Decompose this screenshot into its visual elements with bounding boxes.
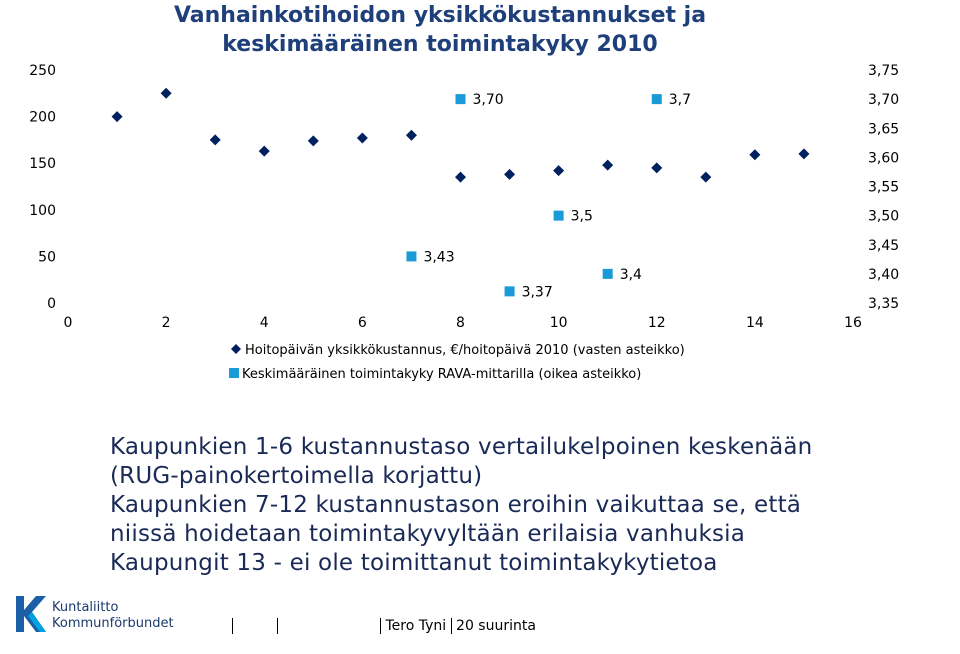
data-label: 3,43 [423,249,455,266]
x-tick-label: 0 [63,315,73,331]
diamond-point [602,160,613,171]
left-tick-label: 150 [29,156,56,173]
left-tick-label: 50 [38,249,56,266]
diamond-point [749,149,760,160]
x-tick-label: 10 [549,315,568,331]
series-functional-ability [406,92,691,300]
diamond-point [357,133,368,144]
x-tick-label: 4 [259,315,269,331]
notes [110,433,940,578]
legend [229,343,685,382]
left-tick-label: 100 [29,202,56,219]
square-point [554,211,564,221]
footer-separator [232,618,233,634]
x-tick-label: 6 [357,315,367,331]
footer-separator [380,618,381,634]
logo-line-2: Kommunförbundet [52,616,174,631]
right-tick-label: 3,75 [868,63,900,79]
diamond-point [504,169,515,180]
note-line: niissä hoidetaan toimintakyvyltään erilaisia vanhuksia [110,521,746,547]
diamond-point [308,135,319,146]
x-tick-label: 2 [161,315,171,331]
footer-separator [277,618,278,634]
x-tick-label: 14 [745,315,764,331]
right-tick-label: 3,40 [868,266,900,283]
x-tick-label: 12 [647,315,666,331]
logo-text [52,600,174,632]
x-axis-ticks [64,315,862,331]
right-tick-label: 3,70 [868,92,900,109]
x-tick-label: 8 [456,315,465,331]
right-tick-label: 3,45 [868,237,900,254]
chart-title-line-1: Vanhainkotihoidon yksikkökustannukset ja [173,3,707,28]
diamond-point [259,146,270,157]
note-line: Kaupungit 13 - ei ole toimittanut toimintakykytietoa [110,550,718,576]
legend-series-1: Hoitopäivän yksikkökustannus, €/hoitopäivä 2010 (vasten asteikko) [245,343,685,358]
square-point [652,94,662,104]
right-tick-label: 3,50 [868,208,900,225]
diamond-point [700,172,711,183]
note-line: Kaupunkien 1-6 kustannustaso vertailukelpoinen keskenään [110,434,813,460]
left-axis-ticks [29,63,56,312]
right-tick-label: 3,60 [868,150,900,167]
left-tick-label: 0 [47,296,56,312]
square-point [505,286,515,296]
right-tick-label: 3,55 [868,179,900,196]
data-label: 3,70 [472,92,504,109]
note-line: (RUG-painokertoimella korjattu) [110,463,483,489]
diamond-point [651,162,662,173]
footer-author: Tero Tyni [385,618,447,634]
diamond-point [455,172,466,183]
diamond-point [553,165,564,176]
diamond-point [798,148,809,159]
footer-line [232,618,536,634]
legend-square-marker [229,368,239,378]
diamond-point [406,130,417,141]
data-label: 3,7 [668,92,692,109]
diamond-point [161,88,172,99]
note-line: Kaupunkien 7-12 kustannustason eroihin vaikuttaa se, että [110,492,802,518]
right-axis-ticks [868,63,899,312]
right-tick-label: 3,65 [868,121,900,138]
logo-line-1: Kuntaliitto [52,600,119,615]
diamond-point [112,111,123,122]
diamond-point [210,134,221,145]
right-tick-label: 3,35 [868,296,900,312]
footer-page-label: 20 suurinta [456,618,536,634]
left-tick-label: 250 [29,63,56,79]
data-label: 3,4 [619,266,642,283]
legend-series-2: Keskimääräinen toimintakyky RAVA-mittarilla (oikea asteikko) [242,367,642,382]
data-label: 3,37 [521,284,553,301]
left-tick-label: 200 [29,109,56,126]
data-label: 3,5 [570,208,593,225]
x-tick-label: 16 [844,315,862,331]
square-point [406,251,416,261]
chart-title-line-2: keskimääräinen toimintakyky 2010 [222,32,658,57]
legend-diamond-marker [231,344,241,354]
square-point [456,94,466,104]
footer-separator [451,618,452,634]
square-point [603,269,613,279]
